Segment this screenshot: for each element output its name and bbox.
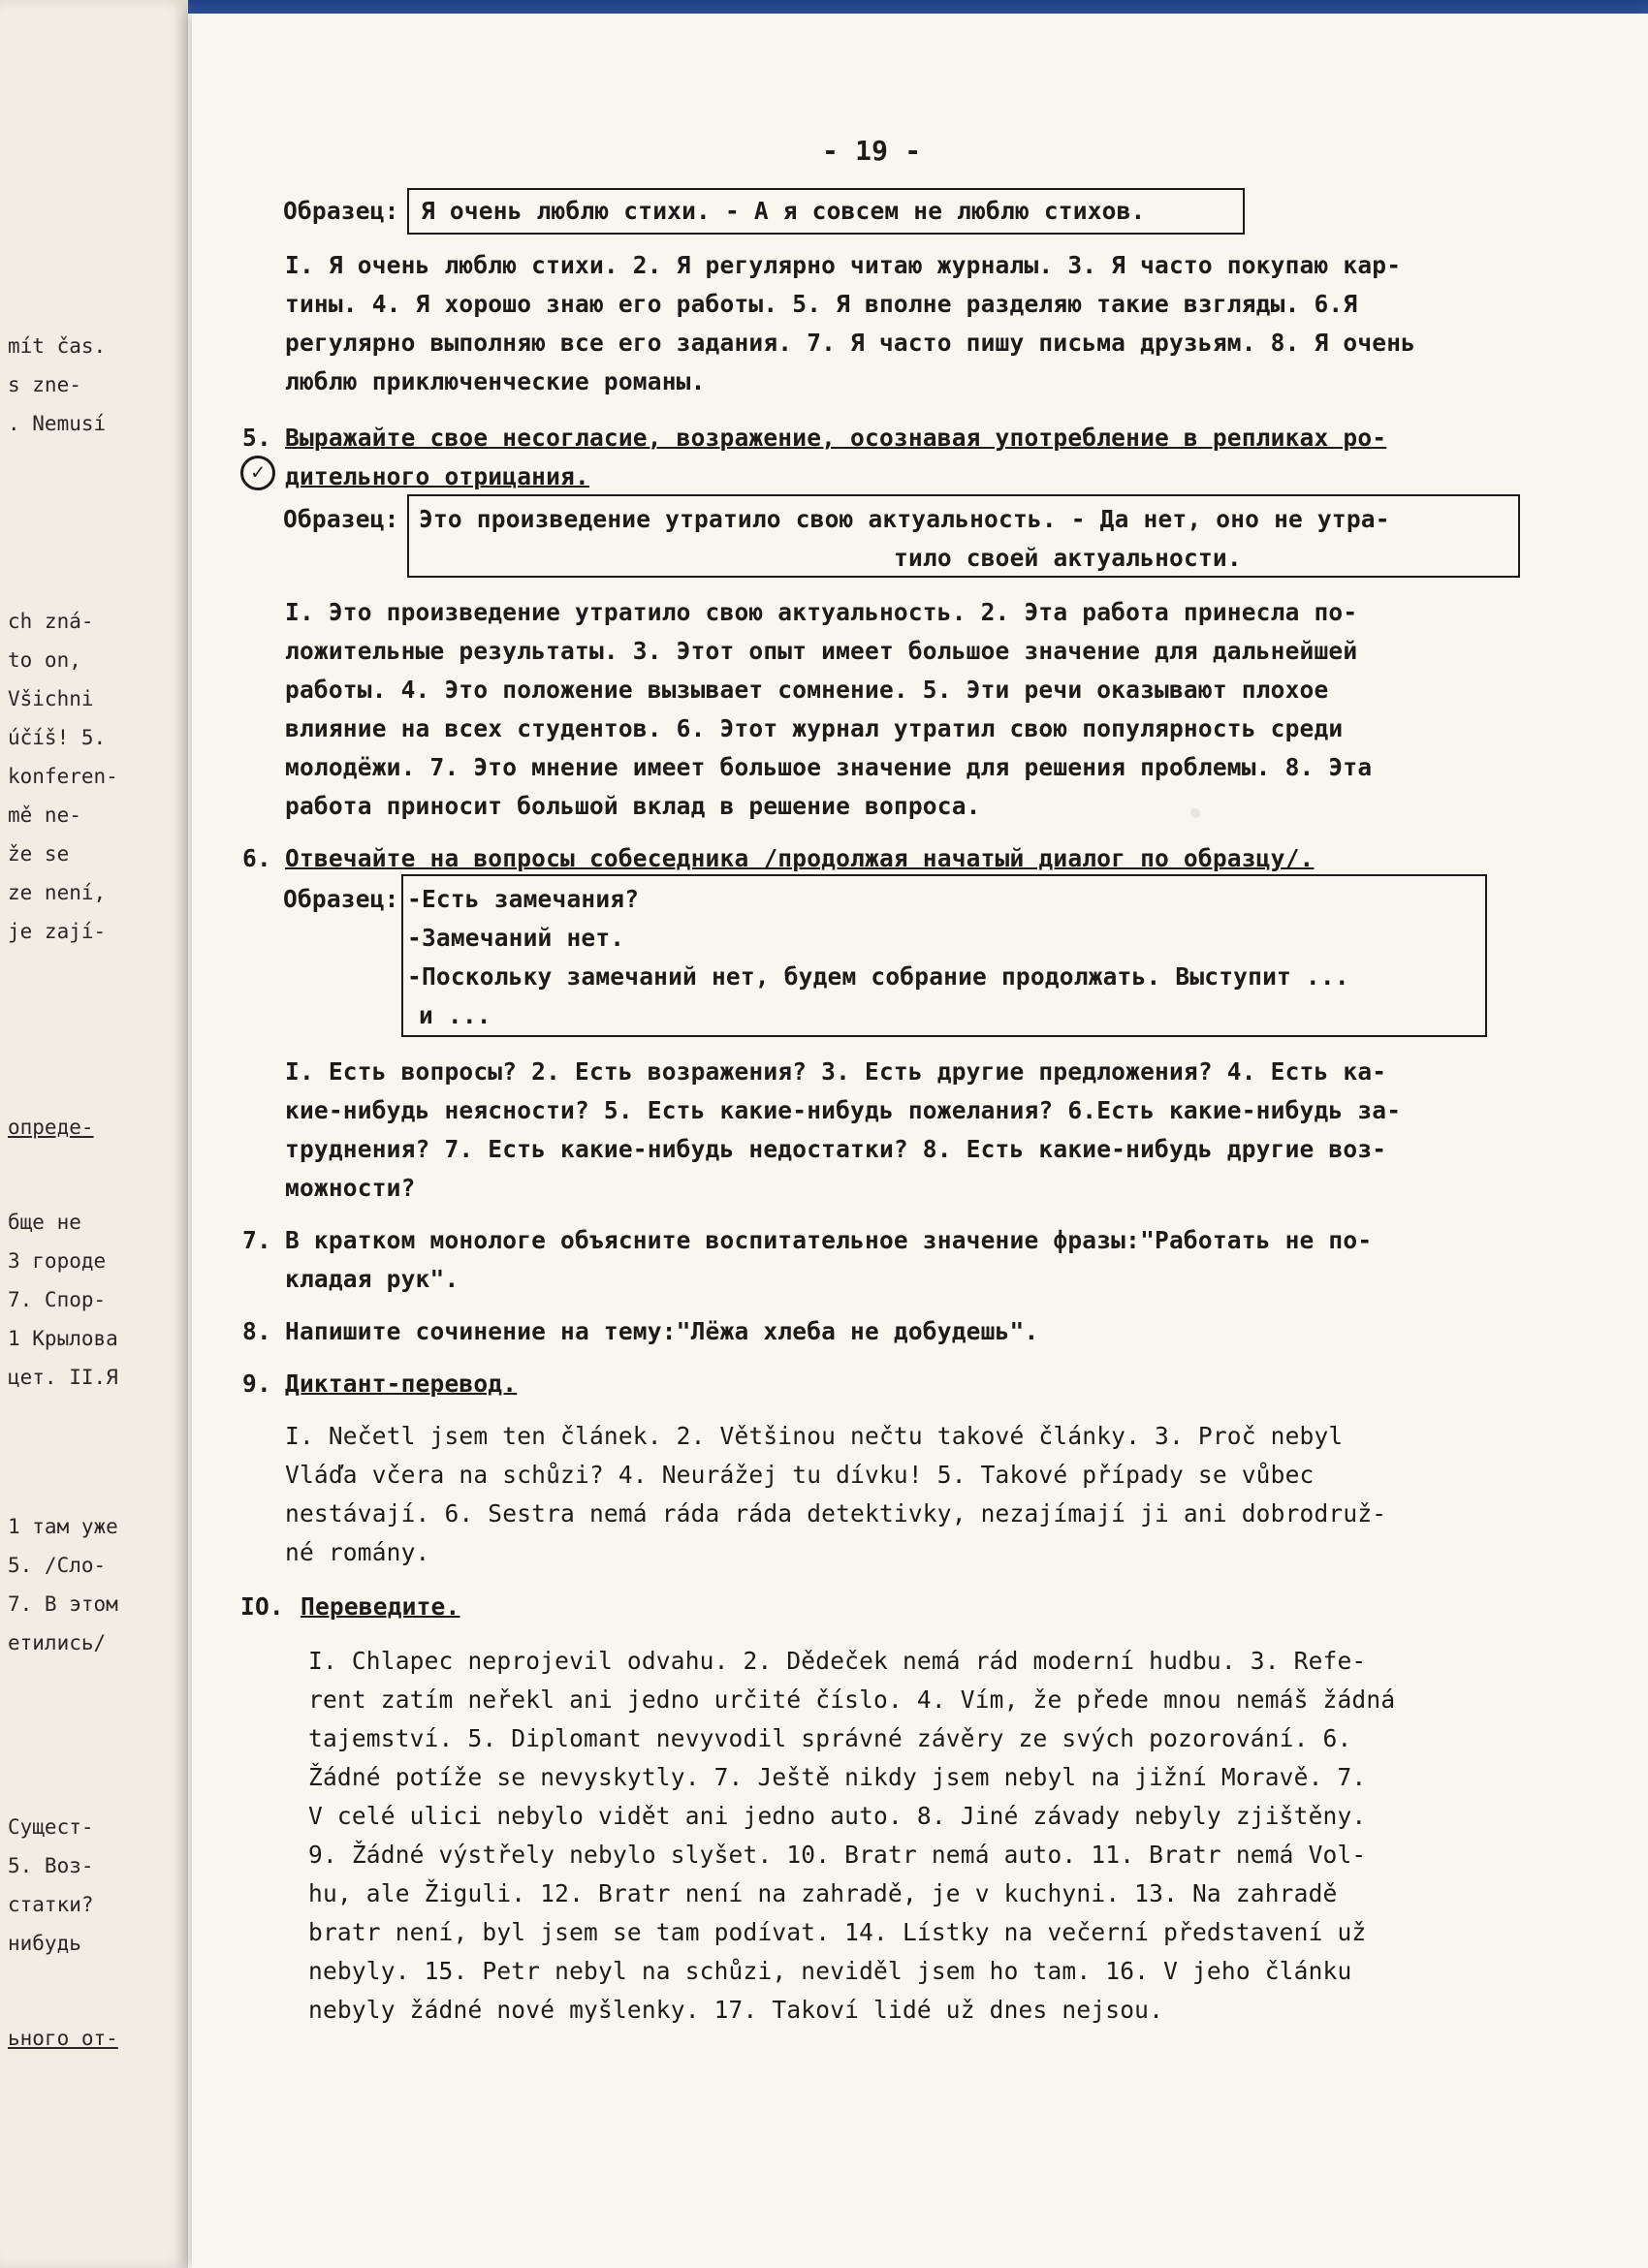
left-line: s zne- (8, 373, 81, 396)
exercise-number: 9. (242, 1370, 271, 1398)
left-line: Všichni (8, 687, 94, 710)
left-line: účíš! 5. (8, 726, 107, 749)
exercise-line: кие-нибудь неясности? 5. Есть какие-нибудь пожелания? 6.Есть какие-нибудь за- (285, 1096, 1402, 1124)
exercise-line: nebyly. 15. Petr nebyl na schůzi, neviděl jsem ho tam. 16. V jeho článku (308, 1957, 1352, 1985)
exercise-line: tajemství. 5. Diplomant nevyvodil správné závěry ze svých pozorování. 6. (308, 1724, 1352, 1752)
exercise-title: Диктант-перевод. (285, 1370, 518, 1398)
exercise-line: V celé ulici nebylo vidět ani jedno auto. 8. Jiné závady nebyly zjištěny. (308, 1802, 1367, 1830)
left-line: to on, (8, 648, 81, 672)
exercise-line: I. Есть вопросы? 2. Есть возражения? 3. Есть другие предложения? 4. Есть ка- (285, 1057, 1387, 1086)
sample-text: Я очень люблю стихи. - А я совсем не люблю стихов. (421, 197, 1146, 225)
sample-label: Образец: (283, 505, 399, 533)
exercise-line: I. Chlapec neprojevil odvahu. 2. Dědeček nemá rád moderní hudbu. 3. Refe- (308, 1647, 1367, 1675)
page-number: - 19 - (822, 135, 922, 167)
ink-speck (1190, 808, 1200, 818)
exercise-line: hu, ale Žiguli. 12. Bratr není na zahradě, je v kuchyni. 13. Na zahradě (308, 1879, 1338, 1907)
exercise-line: регулярно выполняю все его задания. 7. Я часто пишу письма друзьям. 8. Я очень (285, 329, 1416, 357)
exercise-line: можности? (285, 1174, 416, 1202)
exercise-number: 7. (242, 1226, 271, 1254)
scanner-top-edge (83, 0, 1648, 14)
sample-text: -Поскольку замечаний нет, будем собрание продолжать. Выступит ... (407, 962, 1349, 991)
exercise-line: I. Это произведение утратило свою актуальность. 2. Эта работа принесла по- (285, 598, 1358, 626)
exercise-line: работа приносит большой вклад в решение вопроса. (285, 792, 981, 820)
exercise-number: 6. (242, 844, 271, 872)
exercise-title: Отвечайте на вопросы собеседника /продолжая начатый диалог по образцу/. (285, 844, 1315, 872)
left-line: konferen- (8, 765, 118, 788)
document-page (192, 14, 1648, 2268)
left-line: статки? (8, 1893, 94, 1916)
left-line: 7. В этом (8, 1592, 118, 1616)
sample-text: -Замечаний нет. (407, 924, 625, 952)
left-line: нибудь (8, 1932, 81, 1955)
left-line: ьного от- (8, 2027, 118, 2050)
left-line: опреде- (8, 1116, 94, 1139)
sample-label: Образец: (283, 885, 399, 913)
left-line: 7. Спор- (8, 1288, 107, 1311)
left-line: je zají- (8, 920, 107, 943)
left-line: цет. II.Я (8, 1366, 118, 1389)
exercise-line: nebyly žádné nové myšlenky. 17. Takoví lidé už dnes nejsou. (308, 1996, 1164, 2024)
left-line: ch zná- (8, 610, 94, 633)
exercise-line: кладая рук". (285, 1265, 460, 1293)
exercise-line: I. Я очень люблю стихи. 2. Я регулярно читаю журналы. 3. Я часто покупаю кар- (285, 251, 1402, 279)
left-line: бще не (8, 1211, 81, 1234)
left-line: že se (8, 842, 70, 866)
check-mark-icon: ✓ (240, 456, 275, 490)
exercise-line: люблю приключенческие романы. (285, 367, 706, 395)
exercise-line: тины. 4. Я хорошо знаю его работы. 5. Я вполне разделяю такие взгляды. 6.Я (285, 290, 1358, 318)
left-line: mě ne- (8, 803, 81, 827)
exercise-line: bratr není, byl jsem se tam podívat. 14. Lístky na večerní představení už (308, 1918, 1367, 1946)
exercise-number: 5. (242, 424, 271, 452)
exercise-line: né romány. (285, 1538, 430, 1566)
sample-text: Это произведение утратило свою актуальность. - Да нет, оно не утра- (419, 505, 1390, 533)
left-line: 5. /Сло- (8, 1554, 107, 1577)
left-line: етились/ (8, 1631, 107, 1654)
exercise-number: IO. (240, 1592, 284, 1621)
exercise-title: дительного отрицания. (285, 462, 589, 490)
left-line: . Nemusí (8, 412, 107, 435)
left-line: 3 городе (8, 1249, 107, 1273)
sample-label: Образец: (283, 197, 399, 225)
exercise-line: ложительные результаты. 3. Этот опыт имеет большое значение для дальнейшей (285, 637, 1358, 665)
exercise-line: 9. Žádné výstřely nebylo slyšet. 10. Bratr nemá auto. 11. Bratr nemá Vol- (308, 1841, 1367, 1869)
left-line: Сущест- (8, 1815, 94, 1839)
exercise-line: Напишите сочинение на тему:"Лёжа хлеба не добудешь". (285, 1317, 1039, 1345)
sample-text: -Есть замечания? (407, 885, 640, 913)
exercise-line: I. Nečetl jsem ten článek. 2. Většinou nečtu takové články. 3. Proč nebyl (285, 1422, 1344, 1450)
exercise-number: 8. (242, 1317, 271, 1345)
exercise-line: Žádné potíže se nevyskytly. 7. Ještě nikdy jsem nebyl na jižní Moravě. 7. (308, 1763, 1367, 1791)
exercise-line: молодёжи. 7. Это мнение имеет большое значение для решения проблемы. 8. Эта (285, 753, 1373, 781)
exercise-line: труднения? 7. Есть какие-нибудь недостатки? 8. Есть какие-нибудь другие воз- (285, 1135, 1387, 1163)
exercise-line: работы. 4. Это положение вызывает сомнение. 5. Эти речи оказывают плохое (285, 676, 1329, 704)
left-line: mít čas. (8, 334, 107, 358)
left-line: 1 там уже (8, 1515, 118, 1538)
left-line: 1 Крылова (8, 1327, 118, 1350)
left-line: 5. Воз- (8, 1854, 94, 1877)
sample-text: и ... (419, 1001, 491, 1029)
exercise-line: nestávají. 6. Sestra nemá ráda ráda detektivky, nezajímají ji ani dobrodruž- (285, 1499, 1387, 1528)
previous-page-strip (0, 0, 188, 2268)
exercise-line: rent zatím neřekl ani jedno určité číslo. 4. Vím, že přede mnou nemáš žádná (308, 1685, 1396, 1714)
exercise-line: В кратком монологе объясните воспитательное значение фразы:"Работать не по- (285, 1226, 1373, 1254)
exercise-title: Выражайте свое несогласие, возражение, осознавая употребление в репликах ро- (285, 424, 1387, 452)
sample-text: тило своей актуальности. (894, 544, 1242, 572)
exercise-line: влияние на всех студентов. 6. Этот журнал утратил свою популярность среди (285, 714, 1344, 742)
left-line: ze není, (8, 881, 107, 904)
exercise-title: Переведите. (301, 1592, 460, 1621)
exercise-line: Vláďa včera na schůzi? 4. Neurážej tu dívku! 5. Takové případy se vůbec (285, 1461, 1315, 1489)
